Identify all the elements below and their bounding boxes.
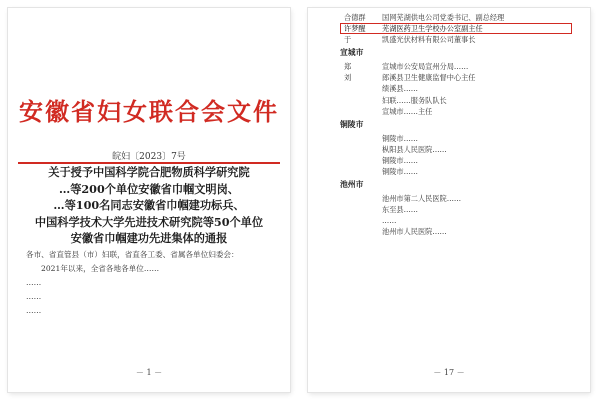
document-number: 皖妇〔2023〕7号 <box>112 152 186 162</box>
awardee-title: 池州市人民医院…… <box>382 227 447 237</box>
awardee-title: …… <box>382 216 397 226</box>
awardee-row <box>340 193 572 204</box>
awardee-row <box>340 95 572 106</box>
page-number: － 17 － <box>433 368 465 377</box>
body-line: …… <box>26 292 42 301</box>
awardee-name <box>340 226 382 237</box>
page-number: － 1 － <box>135 368 163 377</box>
title-line: …等200个单位安徽省巾帼文明岗、 <box>59 181 239 196</box>
city-heading: 池州市 <box>340 180 364 190</box>
awardee-name <box>340 83 382 94</box>
awardee-title: 妇联……服务队队长 <box>382 95 447 105</box>
awardee-title: 郎溪县卫生健康监督中心主任 <box>382 73 476 83</box>
awardee-name <box>340 133 382 144</box>
awardee-name <box>340 215 382 226</box>
awardee-title: 芜湖医药卫生学校办公室副主任 <box>382 24 483 34</box>
awardee-title: 枞阳县人民医院…… <box>382 144 447 154</box>
awardee-row <box>340 166 572 177</box>
awardee-row <box>340 72 572 83</box>
awardee-title: 铜陵市…… <box>382 133 418 143</box>
awardee-row <box>340 155 572 166</box>
awardee-title: 绩溪县…… <box>382 84 418 94</box>
document-body <box>26 248 274 318</box>
awardee-title: 宣城市公安局宣州分局…… <box>382 62 469 72</box>
awardee-name: 许梦醒 <box>344 24 366 34</box>
awardee-name <box>340 106 382 117</box>
awardee-name <box>340 166 382 177</box>
awardee-title: 池州市第二人民医院…… <box>382 194 462 204</box>
awardee-row <box>340 133 572 144</box>
awardee-title: 国网芜湖供电公司党委书记、副总经理 <box>382 13 505 22</box>
awardee-name: 郑 <box>344 62 352 72</box>
awardee-title: 东至县…… <box>382 205 418 215</box>
title-line: 中国科学技术大学先进技术研究院等50个单位 <box>34 214 264 229</box>
awardee-row <box>340 106 572 117</box>
awardee-row <box>340 12 572 23</box>
awardee-row <box>340 34 572 45</box>
awardee-title: 凯盛光伏材料有限公司董事长 <box>382 35 476 45</box>
awardee-row <box>340 144 572 155</box>
awardee-row <box>340 215 572 226</box>
document-page-17 <box>308 8 590 392</box>
salutation-line: 各市、省直管县（市）妇联，省直各工委、省属各单位妇委会： <box>26 250 239 259</box>
title-line: 关于授予中国科学院合肥物质科学研究院 <box>48 165 250 179</box>
awardee-name: 于 <box>344 35 352 45</box>
awardee-name <box>340 144 382 155</box>
awardee-title: 铜陵市…… <box>382 167 418 177</box>
city-heading: 宣城市 <box>340 48 364 58</box>
document-title <box>30 164 268 247</box>
awardee-row <box>340 204 572 215</box>
body-line: 2021年以来，全省各地各单位…… <box>41 264 160 273</box>
awardee-name <box>340 155 382 166</box>
body-line: …… <box>26 306 42 315</box>
awardee-name <box>340 193 382 204</box>
highlighted-awardee-row <box>340 23 572 34</box>
awardee-row <box>340 83 572 94</box>
awardee-name <box>340 95 382 106</box>
awardee-list <box>340 12 572 238</box>
title-line: 安徽省巾帼建功先进集体的通报 <box>70 231 228 245</box>
city-heading: 铜陵市 <box>340 119 364 129</box>
awardee-title: 铜陵市…… <box>382 155 418 165</box>
awardee-row <box>340 61 572 72</box>
title-line: …等100名同志安徽省巾帼建功标兵、 <box>53 198 245 212</box>
awardee-name <box>340 204 382 215</box>
awardee-name: 刘 <box>344 73 352 83</box>
document-page-1 <box>8 8 290 392</box>
awardee-name: 合德群 <box>344 13 366 22</box>
awardee-title: 宣城市……主任 <box>382 106 433 116</box>
document-header: 安徽省妇女联合会文件 <box>19 98 279 126</box>
awardee-row <box>340 226 572 237</box>
body-line: …… <box>26 278 42 287</box>
